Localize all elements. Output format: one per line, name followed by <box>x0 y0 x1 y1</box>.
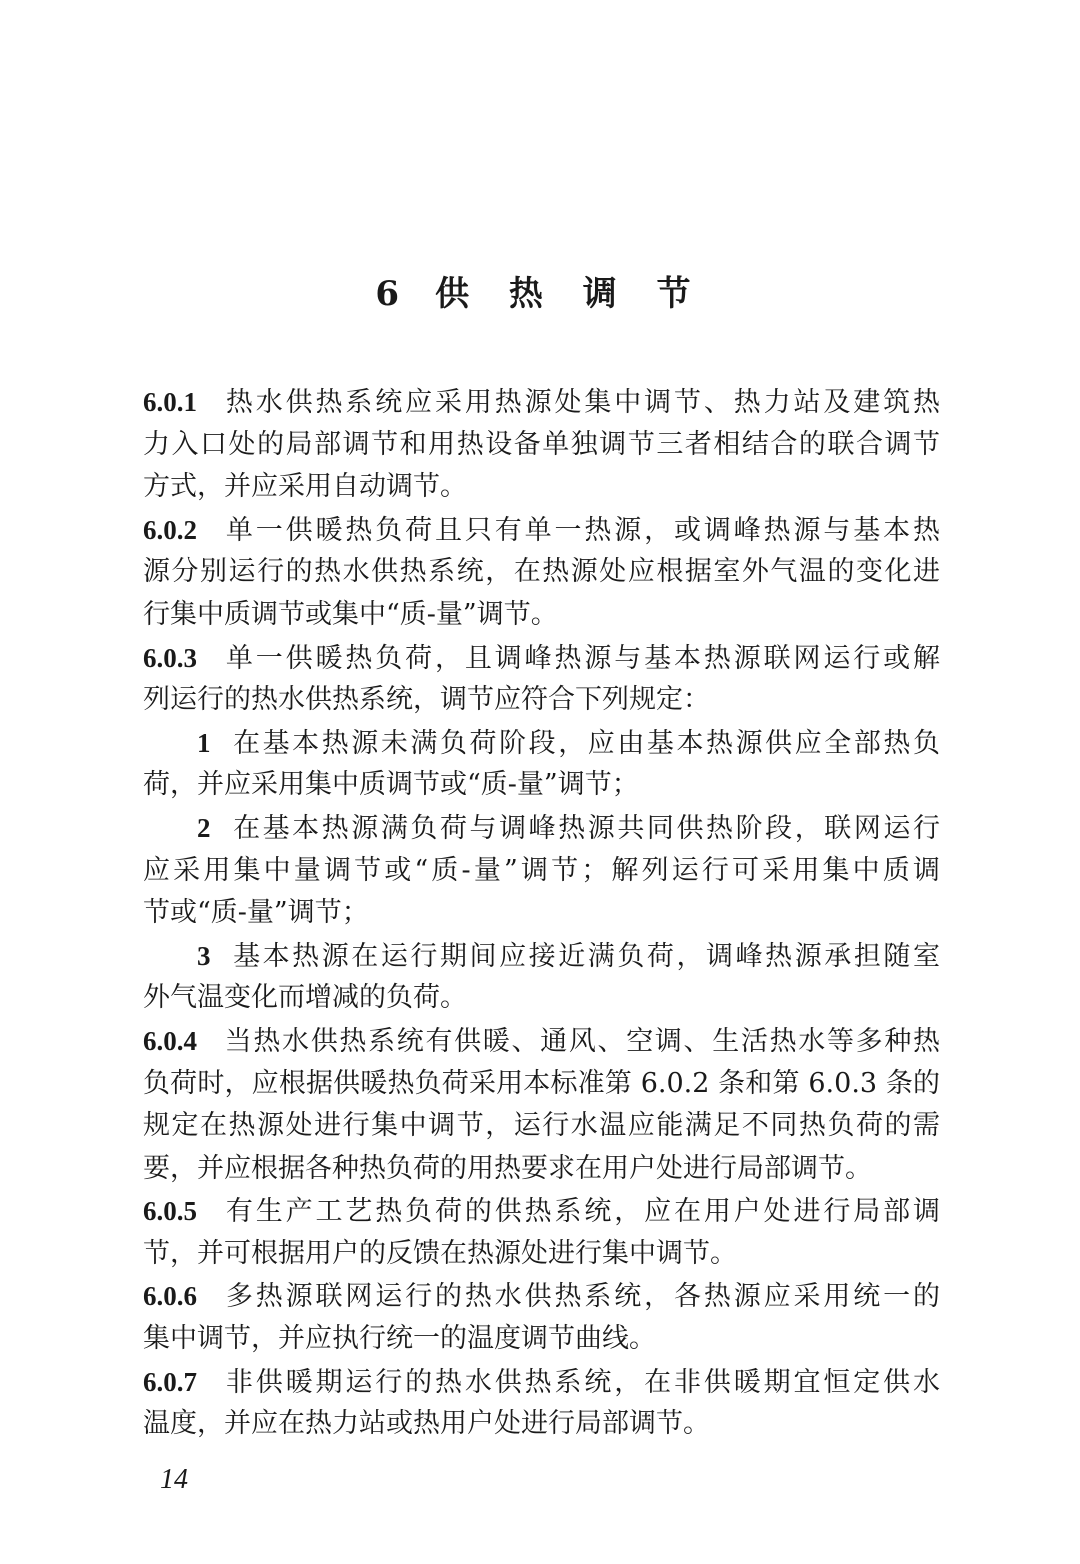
line-text: 方式，并应采用自动调节。 <box>143 471 467 503</box>
text-line <box>143 935 940 978</box>
line-text: 在基本热源满负荷与调峰热源共同供热阶段，联网运行 <box>230 812 940 844</box>
clause-number: 6.0.4 <box>143 1025 197 1056</box>
line-text: 非供暖期运行的热水供热系统，在非供暖期宜恒定供水 <box>223 1366 940 1398</box>
chapter-title-text: 供 热 调 节 <box>435 274 705 314</box>
line-text: 外气温变化而增减的负荷。 <box>143 982 467 1014</box>
text-line <box>143 764 940 807</box>
clause-number: 6.0.6 <box>143 1281 197 1312</box>
line-text: 行集中质调节或集中“质-量”调节。 <box>143 598 558 630</box>
clause-number: 1 <box>197 727 211 758</box>
text-line <box>143 509 940 552</box>
text-line <box>143 892 940 935</box>
text-line <box>143 679 940 722</box>
text-line <box>143 1020 940 1063</box>
line-text: 规定在热源处进行集中调节，运行水温应能满足不同热负荷的需 <box>143 1110 940 1142</box>
line-text: 要，并应根据各种热负荷的用热要求在用户处进行局部调节。 <box>143 1152 872 1184</box>
text-line <box>143 381 940 424</box>
line-text: 节或“质-量”调节； <box>143 897 369 929</box>
line-text: 温度，并应在热力站或热用户处进行局部调节。 <box>143 1408 710 1440</box>
clause-number: 6.0.5 <box>143 1196 197 1227</box>
text-line <box>143 637 940 680</box>
text-line <box>143 1275 940 1318</box>
line-text: 单一供暖热负荷，且调峰热源与基本热源联网运行或解 <box>223 642 940 674</box>
text-line <box>143 722 940 765</box>
clause-number: 6.0.2 <box>143 514 197 545</box>
text-line <box>143 850 940 893</box>
text-line <box>143 466 940 509</box>
line-text: 源分别运行的热水供热系统，在热源处应根据室外气温的变化进 <box>143 556 940 588</box>
text-line <box>143 424 940 467</box>
clause-number: 6.0.7 <box>143 1366 197 1397</box>
line-text: 在基本热源未满负荷阶段，应由基本热源供应全部热负 <box>230 727 940 759</box>
text-line <box>143 1148 940 1191</box>
text-line <box>143 594 940 637</box>
text-line <box>143 1105 940 1148</box>
line-text: 多热源联网运行的热水供热系统，各热源应采用统一的 <box>223 1281 940 1313</box>
chapter-title <box>0 266 1080 315</box>
clause-number: 6.0.1 <box>143 387 197 417</box>
text-line <box>143 1233 940 1276</box>
clause-number: 3 <box>197 940 211 971</box>
page-number: 14 <box>160 1464 188 1495</box>
line-text: 应采用集中量调节或“质-量”调节；解列运行可采用集中质调 <box>143 854 940 886</box>
line-text: 热水供热系统应采用热源处集中调节、热力站及建筑热 <box>223 387 940 418</box>
line-text: 单一供暖热负荷且只有单一热源，或调峰热源与基本热 <box>223 514 940 546</box>
clause-number: 6.0.3 <box>143 642 197 673</box>
text-line <box>143 1318 940 1361</box>
line-text: 集中调节，并应执行统一的温度调节曲线。 <box>143 1323 656 1355</box>
text-line <box>143 807 940 850</box>
text-line <box>143 1361 940 1404</box>
line-text: 负荷时，应根据供暖热负荷采用本标准第 6.0.2 条和第 6.0.3 条的 <box>143 1067 940 1099</box>
line-text: 力入口处的局部调节和用热设备单独调节三者相结合的联合调节 <box>143 428 940 460</box>
text-line <box>143 977 940 1020</box>
clause-number: 2 <box>197 812 211 843</box>
line-text: 节，并可根据用户的反馈在热源处进行集中调节。 <box>143 1237 737 1269</box>
line-text: 有生产工艺热负荷的供热系统，应在用户处进行局部调 <box>223 1196 940 1228</box>
text-line <box>143 1403 940 1446</box>
line-text: 列运行的热水供热系统，调节应符合下列规定： <box>143 684 710 716</box>
text-line <box>143 1063 940 1106</box>
line-text: 当热水供热系统有供暖、通风、空调、生活热水等多种热 <box>223 1025 940 1057</box>
line-text: 荷，并应采用集中质调节或“质-量”调节； <box>143 769 639 801</box>
line-text: 基本热源在运行期间应接近满负荷，调峰热源承担随室 <box>230 940 940 972</box>
text-line <box>143 1190 940 1233</box>
document-body <box>143 381 940 1446</box>
text-line <box>143 551 940 594</box>
chapter-number: 6 <box>375 274 414 314</box>
